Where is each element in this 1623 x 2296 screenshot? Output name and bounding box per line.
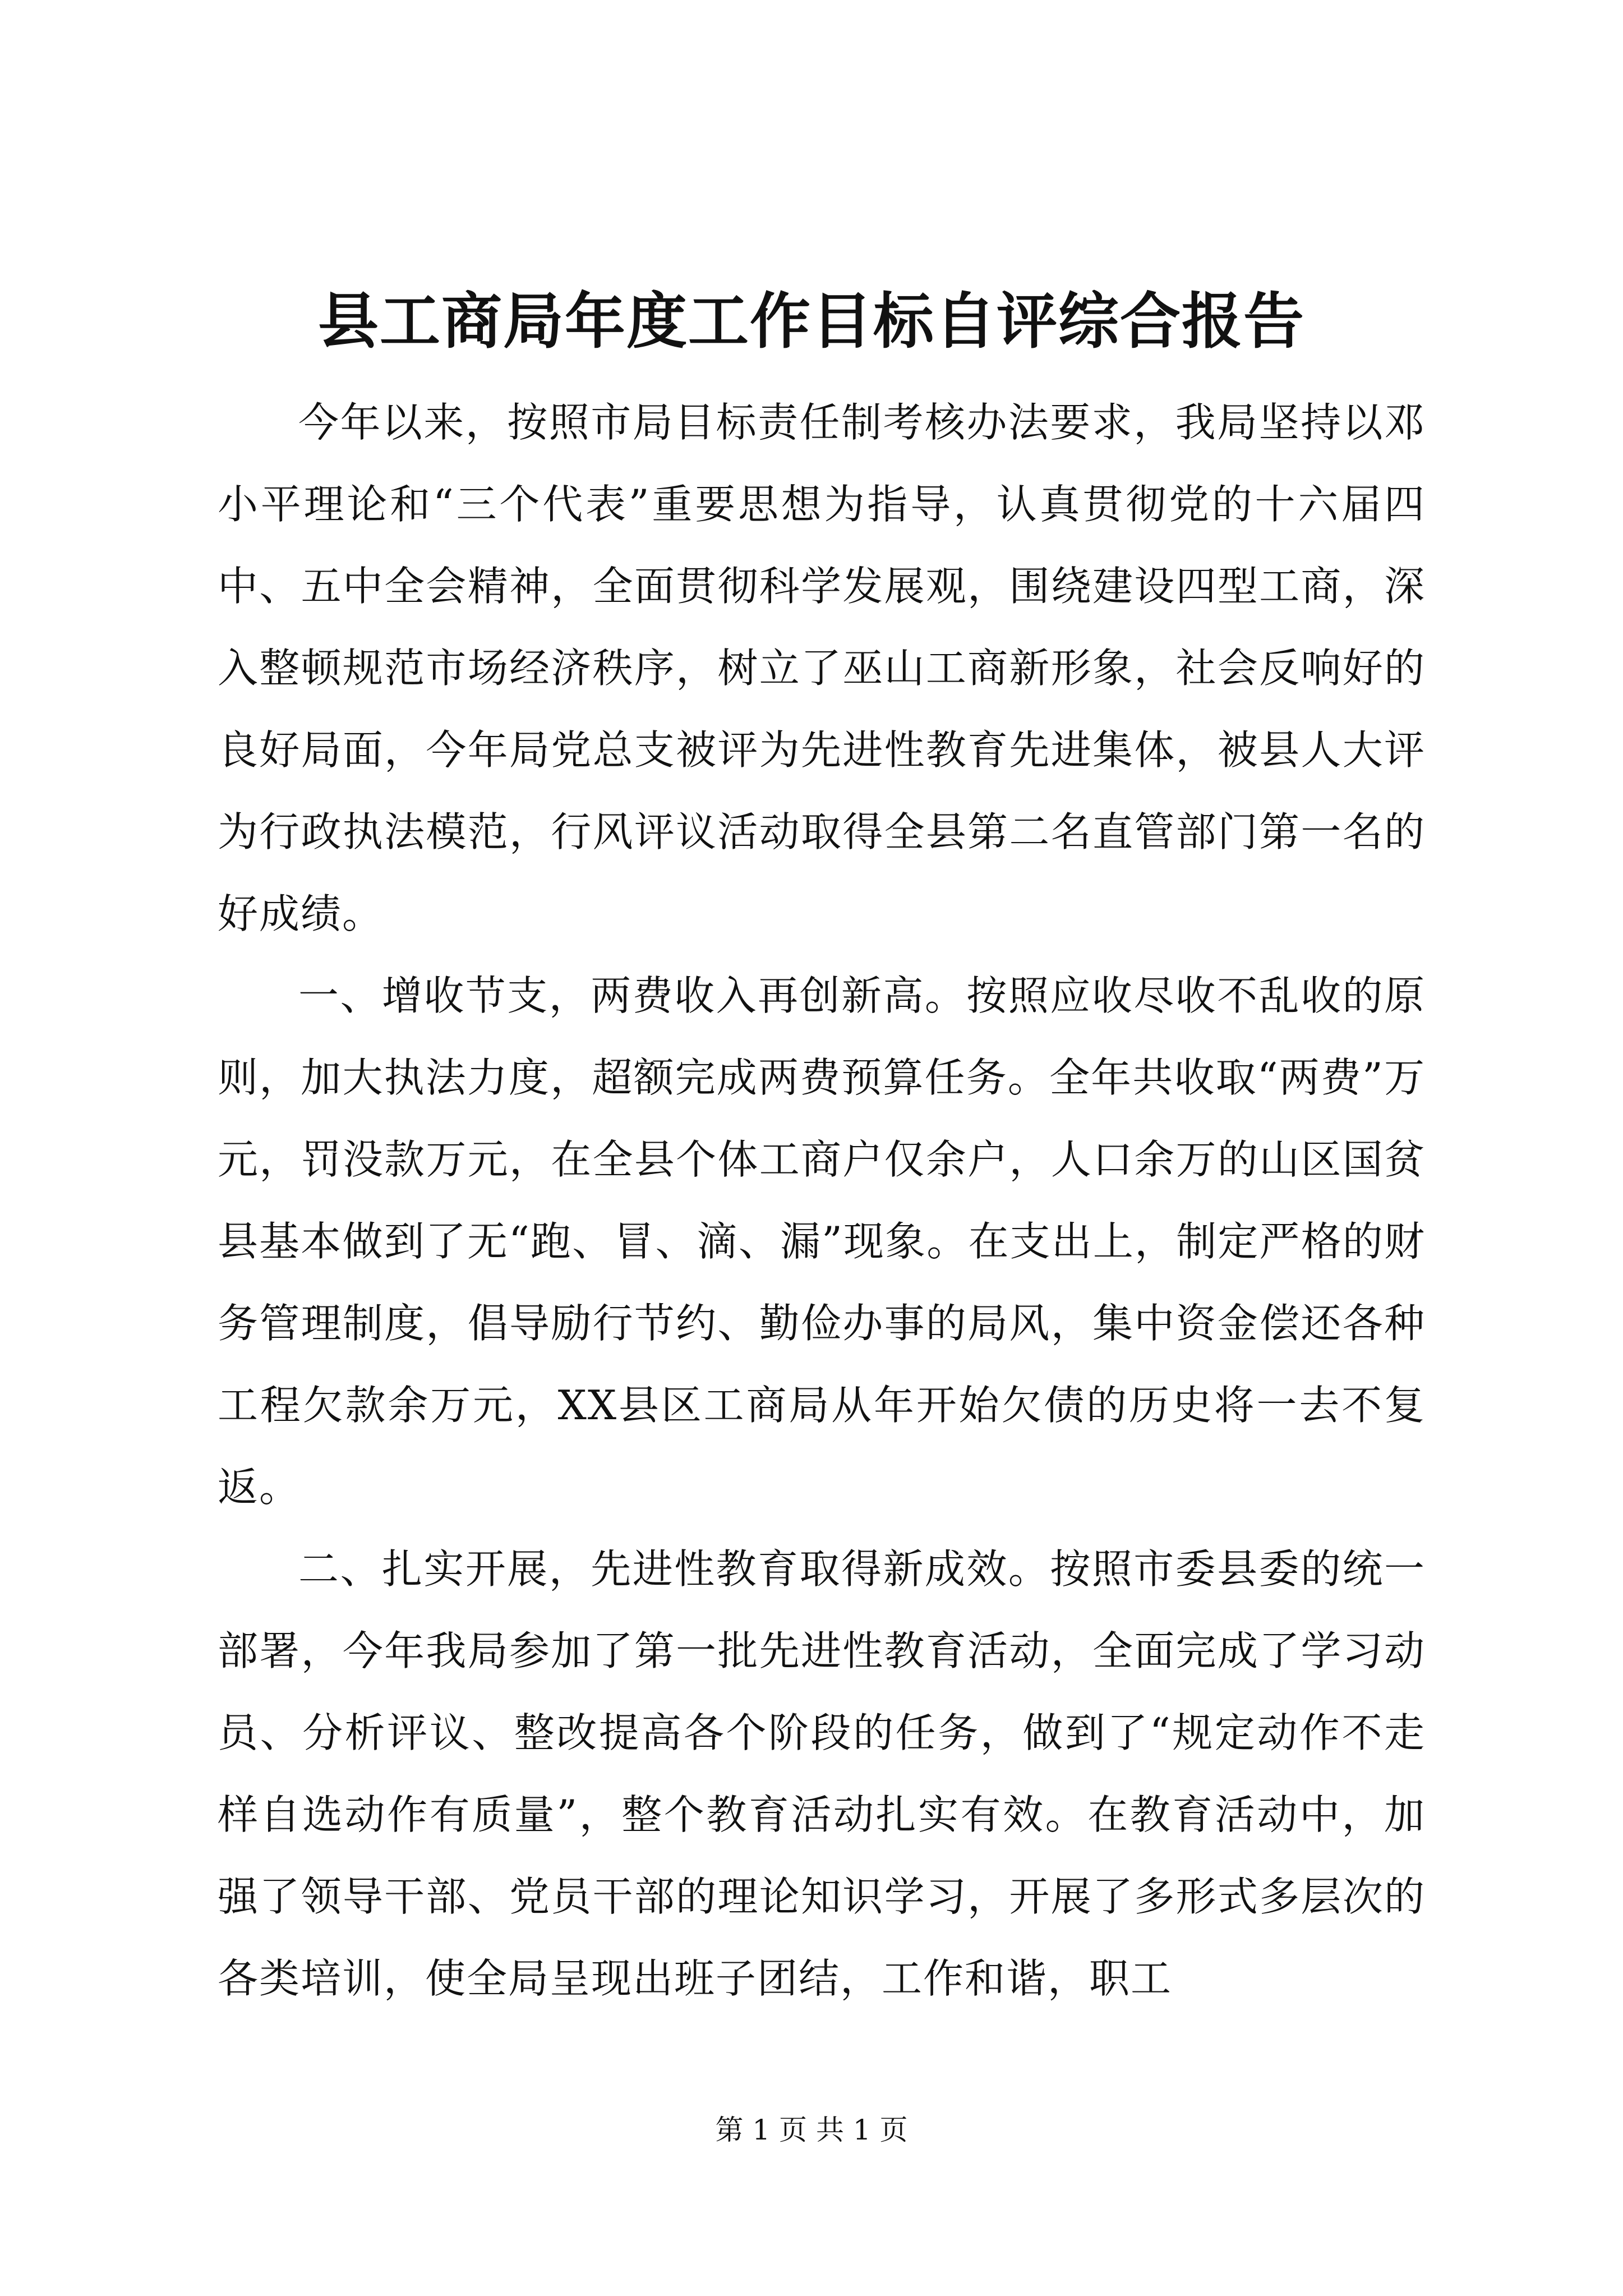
page-footer: 第 1 页 共 1 页 — [715, 2114, 908, 2146]
document-title: 县工商局年度工作目标自评综合报告 — [317, 286, 1305, 357]
paragraph-section-2: 二、扎实开展，先进性教育取得新成效。按照市委县委的统一部署，今年我局参加了第一批先进性教育活动，全面完成了学习动员、分析评议、整改提高各个阶段的任务，做到了“规定动作不走样自选动作有质量”，整个教育活动扎实有效。在教育活动中，加强了领导干部、党员干部的理论知识学习，开展了多形式多层次的各类培训，使全局呈现出班子团结，工作和谐，职工 — [218, 1545, 1426, 2002]
document-body — [218, 381, 1426, 2019]
paragraph-intro: 今年以来，按照市局目标责任制考核办法要求，我局坚持以邓小平理论和“三个代表”重要思想为指导，认真贯彻党的十六届四中、五中全会精神，全面贯彻科学发展观，围绕建设四型工商，深入整顿规范市场经济秩序，树立了巫山工商新形象，社会反响好的良好局面，今年局党总支被评为先进性教育先进集体，被县人大评为行政执法模范，行风评议活动取得全县第二名直管部门第一名的好成绩。 — [218, 399, 1426, 937]
paragraph-section-1: 一、增收节支，两费收入再创新高。按照应收尽收不乱收的原则，加大执法力度，超额完成两费预算任务。全年共收取“两费”万元，罚没款万元，在全县个体工商户仅余户，人口余万的山区国贫县基本做到了无“跑、冒、滴、漏”现象。在支出上，制定严格的财务管理制度，倡导励行节约、勤俭办事的局风，集中资金偿还各种工程欠款余万元，XX县区工商局从年开始欠债的历史将一去不复返。 — [218, 972, 1426, 1511]
